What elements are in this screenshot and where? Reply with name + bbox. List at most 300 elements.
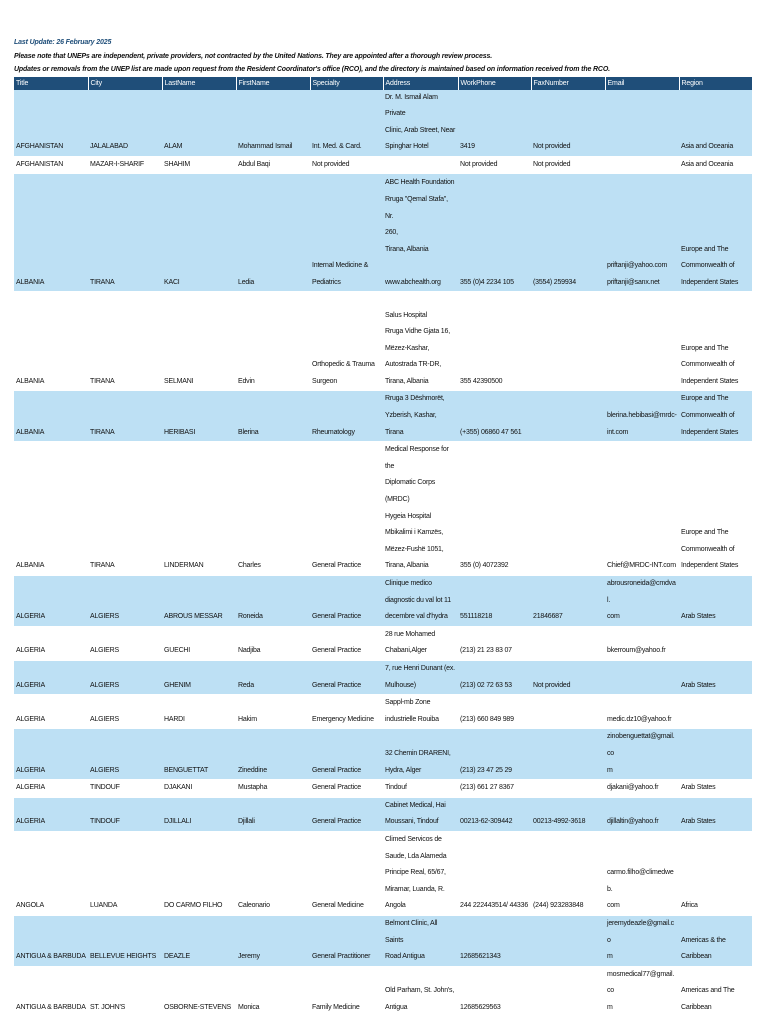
table-row	[14, 90, 752, 157]
cell-address	[383, 695, 458, 729]
cell-workphone	[458, 729, 531, 780]
cell-text: General Practice	[312, 681, 361, 689]
cell-city	[88, 660, 162, 694]
cell-text: Zineddine	[238, 766, 267, 774]
cell-email	[605, 831, 679, 915]
cell-city	[88, 391, 162, 442]
cell-text: ANTIGUA & BARBUDA	[16, 1003, 86, 1011]
cell-email	[605, 90, 679, 157]
cell-title	[14, 695, 88, 729]
cell-faxnumber	[531, 174, 605, 292]
cell-faxnumber	[531, 156, 605, 174]
table-row	[14, 292, 752, 391]
cell-region	[679, 966, 752, 1017]
cell-faxnumber	[531, 576, 605, 627]
cell-text: Not provided	[533, 143, 571, 151]
cell-text: Arab States	[681, 784, 716, 792]
cell-workphone	[458, 626, 531, 660]
cell-city	[88, 174, 162, 292]
table-row	[14, 797, 752, 831]
cell-text: TINDOUF	[90, 818, 120, 826]
cell-text: HARDI	[164, 715, 185, 723]
cell-text: OSBORNE-STEVENS	[164, 1003, 232, 1011]
cell-address	[383, 174, 458, 292]
cell-text: ALGERIA	[16, 613, 45, 621]
cell-text: 00213-62-309442	[460, 818, 513, 826]
cell-text: Americas and The Caribbean	[681, 987, 735, 1011]
cell-faxnumber	[531, 626, 605, 660]
updates-note: Updates or removals from the UNEP list are made upon request from the Resident Coordinator's office (RCO), and the directory is maintained based on information received from the RCO.	[14, 66, 610, 73]
cell-text: Arab States	[681, 818, 716, 826]
cell-specialty	[310, 729, 383, 780]
cell-region	[679, 156, 752, 174]
cell-lastname	[162, 292, 236, 391]
header-faxnumber: FaxNumber	[531, 77, 605, 90]
cell-city	[88, 695, 162, 729]
cell-text: General Practice	[312, 562, 361, 570]
cell-address	[383, 576, 458, 627]
cell-region	[679, 831, 752, 915]
cell-text: Monica	[238, 1003, 260, 1011]
cell-text: mosmedical77@gmail.co m	[607, 970, 675, 1011]
cell-text: Rheumatology	[312, 428, 355, 436]
cell-text: General Practice	[312, 766, 361, 774]
cell-text: 3419	[460, 143, 475, 151]
header-specialty: Specialty	[310, 77, 383, 90]
cell-text: ANGOLA	[16, 902, 44, 910]
cell-city	[88, 831, 162, 915]
cell-lastname	[162, 391, 236, 442]
cell-faxnumber	[531, 442, 605, 576]
cell-text: Not provided	[533, 160, 571, 168]
cell-text: abrousroneida@cmdval. com	[607, 580, 676, 621]
cell-text: ST. JOHN'S	[90, 1003, 126, 1011]
table-row	[14, 391, 752, 442]
cell-text: General Practice	[312, 647, 361, 655]
cell-workphone	[458, 576, 531, 627]
cell-address	[383, 660, 458, 694]
table-row	[14, 576, 752, 627]
cell-text: Jeremy	[238, 953, 260, 961]
cell-text: Abdul Baqi	[238, 160, 270, 168]
cell-city	[88, 729, 162, 780]
cell-firstname	[236, 831, 310, 915]
cell-text: ALGIERS	[90, 715, 119, 723]
cell-text: djakani@yahoo.fr	[607, 784, 659, 792]
cell-text: Djillali	[238, 818, 255, 826]
cell-text: TIRANA	[90, 377, 115, 385]
cell-text: Sappl-mb Zone industrielle Rouiba	[385, 699, 439, 723]
cell-email	[605, 797, 679, 831]
table-header-row	[14, 77, 752, 90]
cell-title	[14, 156, 88, 174]
cell-text: ALAM	[164, 143, 183, 151]
table-row	[14, 626, 752, 660]
cell-firstname	[236, 780, 310, 798]
cell-city	[88, 626, 162, 660]
cell-text: TIRANA	[90, 278, 115, 286]
cell-email	[605, 966, 679, 1017]
table-row	[14, 695, 752, 729]
cell-city	[88, 576, 162, 627]
cell-text: ALGIERS	[90, 766, 119, 774]
cell-lastname	[162, 660, 236, 694]
cell-text: DEAZLE	[164, 953, 191, 961]
cell-text: Internal Medicine & Pediatrics	[312, 262, 369, 286]
cell-text: Caleonario	[238, 902, 270, 910]
document-page	[14, 36, 752, 1017]
cell-specialty	[310, 391, 383, 442]
cell-text: Chief@MRDC-INT.com	[607, 562, 676, 570]
cell-text: ALBANIA	[16, 562, 45, 570]
cell-title	[14, 174, 88, 292]
cell-firstname	[236, 966, 310, 1017]
cell-firstname	[236, 576, 310, 627]
cell-text: LINDERMAN	[164, 562, 204, 570]
table-row	[14, 174, 752, 292]
cell-text: (244) 923283848	[533, 902, 584, 910]
cell-title	[14, 660, 88, 694]
cell-workphone	[458, 797, 531, 831]
cell-region	[679, 660, 752, 694]
cell-email	[605, 729, 679, 780]
cell-text: Blerina	[238, 428, 259, 436]
cell-region	[679, 695, 752, 729]
header-email: Email	[605, 77, 679, 90]
cell-workphone	[458, 966, 531, 1017]
cell-title	[14, 626, 88, 660]
cell-text: General Medicine	[312, 902, 364, 910]
cell-email	[605, 174, 679, 292]
cell-address	[383, 442, 458, 576]
cell-city	[88, 292, 162, 391]
cell-firstname	[236, 797, 310, 831]
cell-text: BELLEVUE HEIGHTS	[90, 953, 157, 961]
table-body	[14, 90, 752, 1017]
cell-email	[605, 780, 679, 798]
cell-specialty	[310, 626, 383, 660]
cell-address	[383, 915, 458, 966]
cell-firstname	[236, 729, 310, 780]
cell-text: (213) 21 23 83 07	[460, 647, 512, 655]
cell-workphone	[458, 780, 531, 798]
cell-title	[14, 797, 88, 831]
cell-firstname	[236, 442, 310, 576]
cell-email	[605, 695, 679, 729]
cell-firstname	[236, 156, 310, 174]
cell-faxnumber	[531, 780, 605, 798]
cell-firstname	[236, 626, 310, 660]
cell-text: medic.dz10@yahoo.fr	[607, 715, 672, 723]
cell-lastname	[162, 797, 236, 831]
cell-text: BENGUETTAT	[164, 766, 209, 774]
cell-workphone	[458, 695, 531, 729]
cell-firstname	[236, 90, 310, 157]
header-region: Region	[679, 77, 752, 90]
header-firstname: FirstName	[236, 77, 310, 90]
cell-email	[605, 391, 679, 442]
cell-text: ALBANIA	[16, 278, 45, 286]
cell-text: Hakim	[238, 715, 257, 723]
cell-faxnumber	[531, 729, 605, 780]
cell-text: TIRANA	[90, 428, 115, 436]
cell-city	[88, 156, 162, 174]
cell-text: Old Parham, St. John's, Antigua	[385, 987, 455, 1011]
cell-text: KACI	[164, 278, 180, 286]
cell-region	[679, 915, 752, 966]
cell-text: Charles	[238, 562, 261, 570]
cell-text: DJILLALI	[164, 818, 192, 826]
cell-address	[383, 391, 458, 442]
cell-text: carmo.filho@climedweb. com	[607, 869, 674, 910]
cell-title	[14, 915, 88, 966]
cell-region	[679, 729, 752, 780]
cell-text: General Practice	[312, 784, 361, 792]
cell-text: Rruga 3 Dëshmorët, Yzberish, Kashar, Tirana	[385, 395, 445, 436]
cell-text: djillaltin@yahoo.fr	[607, 818, 659, 826]
cell-address	[383, 626, 458, 660]
cell-workphone	[458, 915, 531, 966]
cell-specialty	[310, 156, 383, 174]
cell-text: bkerroum@yahoo.fr	[607, 647, 666, 655]
table-row	[14, 831, 752, 915]
cell-specialty	[310, 576, 383, 627]
last-update-note: Last Update: 26 February 2025	[14, 39, 112, 46]
cell-text: 355 (0) 4072392	[460, 562, 509, 570]
cell-city	[88, 966, 162, 1017]
cell-text: Not provided	[460, 160, 498, 168]
cell-title	[14, 780, 88, 798]
cell-address	[383, 729, 458, 780]
cell-region	[679, 797, 752, 831]
cell-faxnumber	[531, 797, 605, 831]
cell-lastname	[162, 915, 236, 966]
cell-text: Reda	[238, 681, 254, 689]
cell-text: GUECHI	[164, 647, 191, 655]
cell-text: General Practitioner	[312, 953, 371, 961]
cell-city	[88, 797, 162, 831]
cell-region	[679, 442, 752, 576]
cell-text: 21846687	[533, 613, 563, 621]
cell-lastname	[162, 729, 236, 780]
cell-specialty	[310, 442, 383, 576]
independence-note: Please note that UNEPs are independent, private providers, not contracted by the United Nations. They are appointed after a thorough review process.	[14, 52, 493, 60]
cell-specialty	[310, 90, 383, 157]
cell-email	[605, 915, 679, 966]
cell-text: ALGERIA	[16, 818, 45, 826]
cell-address	[383, 780, 458, 798]
cell-text: ANTIGUA & BARBUDA	[16, 953, 86, 961]
cell-text: GHENIM	[164, 681, 191, 689]
cell-firstname	[236, 915, 310, 966]
table-row	[14, 442, 752, 576]
cell-text: Ledia	[238, 278, 255, 286]
header-city: City	[88, 77, 162, 90]
header-address: Address	[383, 77, 458, 90]
cell-text: Orthopedic & Trauma Surgeon	[312, 361, 375, 385]
cell-title	[14, 391, 88, 442]
cell-workphone	[458, 391, 531, 442]
cell-text: ALGIERS	[90, 647, 119, 655]
cell-specialty	[310, 966, 383, 1017]
cell-workphone	[458, 90, 531, 157]
cell-address	[383, 831, 458, 915]
cell-faxnumber	[531, 292, 605, 391]
header-title: Title	[14, 77, 88, 90]
cell-text: ALGERIA	[16, 784, 45, 792]
unep-directory-table	[14, 77, 753, 1018]
cell-title	[14, 90, 88, 157]
cell-text: (213) 02 72 63 53	[460, 681, 512, 689]
cell-title	[14, 576, 88, 627]
cell-text: Europe and The Commonwealth of Independent States	[681, 344, 739, 385]
cell-text: 00213-4992-3618	[533, 818, 586, 826]
cell-text: Arab States	[681, 613, 716, 621]
cell-text: ALGERIA	[16, 681, 45, 689]
cell-faxnumber	[531, 660, 605, 694]
cell-firstname	[236, 695, 310, 729]
table-row	[14, 729, 752, 780]
cell-text: ABROUS MESSAR	[164, 613, 223, 621]
cell-faxnumber	[531, 695, 605, 729]
cell-text: Europe and The Commonwealth of Independent States	[681, 529, 739, 570]
cell-text: (213) 661 27 8367	[460, 784, 514, 792]
table-row	[14, 780, 752, 798]
cell-email	[605, 660, 679, 694]
cell-specialty	[310, 695, 383, 729]
cell-faxnumber	[531, 966, 605, 1017]
cell-city	[88, 90, 162, 157]
table-row	[14, 966, 752, 1017]
cell-email	[605, 576, 679, 627]
cell-workphone	[458, 292, 531, 391]
cell-text: (+355) 06860 47 561	[460, 428, 522, 436]
cell-address	[383, 156, 458, 174]
cell-specialty	[310, 915, 383, 966]
cell-text: 355 (0)4 2234 105	[460, 278, 514, 286]
cell-text: ALGIERS	[90, 681, 119, 689]
cell-text: Cabinet Medical, Hai Moussani, Tindouf	[385, 801, 446, 826]
cell-text: SHAHIM	[164, 160, 191, 168]
cell-text: ALGERIA	[16, 766, 45, 774]
cell-title	[14, 966, 88, 1017]
cell-region	[679, 292, 752, 391]
cell-region	[679, 576, 752, 627]
cell-text: ALGERIA	[16, 715, 45, 723]
cell-specialty	[310, 292, 383, 391]
cell-lastname	[162, 442, 236, 576]
cell-text: 12685621343	[460, 953, 501, 961]
cell-text: ABC Health Foundation Rruga "Qemal Stafa", Nr. 260, Tirana, Albania www.abchealth.org	[385, 179, 455, 286]
cell-text: Not provided	[533, 681, 571, 689]
cell-workphone	[458, 660, 531, 694]
cell-firstname	[236, 174, 310, 292]
cell-specialty	[310, 174, 383, 292]
cell-text: 551118218	[460, 613, 493, 621]
cell-text: Int. Med. & Card.	[312, 143, 362, 151]
cell-faxnumber	[531, 90, 605, 157]
cell-city	[88, 442, 162, 576]
cell-firstname	[236, 660, 310, 694]
cell-region	[679, 626, 752, 660]
cell-address	[383, 90, 458, 157]
cell-text: ALBANIA	[16, 377, 45, 385]
cell-lastname	[162, 831, 236, 915]
cell-text: Roneida	[238, 613, 263, 621]
cell-email	[605, 626, 679, 660]
cell-address	[383, 966, 458, 1017]
cell-text: Medical Response for the Diplomatic Corps (MRDC) Hygeia Hospital Mbikalimi i Kamzës, Mëzez-Fushë 1051, Tirana, Albania	[385, 446, 449, 570]
cell-text: Europe and The Commonwealth of Independent States	[681, 245, 739, 286]
cell-lastname	[162, 90, 236, 157]
cell-specialty	[310, 831, 383, 915]
cell-text: AFGHANISTAN	[16, 143, 64, 151]
cell-workphone	[458, 156, 531, 174]
cell-text: Family Medicine	[312, 1003, 360, 1011]
cell-text: TIRANA	[90, 562, 115, 570]
cell-firstname	[236, 391, 310, 442]
cell-text: Climed Servicos de Saude, Lda Alameda Principe Real, 65/67, Miramar, Luanda, R. Angola	[385, 835, 447, 910]
cell-region	[679, 90, 752, 157]
cell-text: TINDOUF	[90, 784, 120, 792]
table-row	[14, 660, 752, 694]
cell-text: 28 rue Mohamed Chabani,Alger	[385, 630, 436, 655]
cell-firstname	[236, 292, 310, 391]
cell-email	[605, 156, 679, 174]
cell-specialty	[310, 797, 383, 831]
cell-workphone	[458, 442, 531, 576]
cell-text: Europe and The Commonwealth of Independent States	[681, 395, 739, 436]
cell-lastname	[162, 780, 236, 798]
cell-lastname	[162, 156, 236, 174]
cell-text: MAZAR-I-SHARIF	[90, 160, 144, 168]
cell-lastname	[162, 626, 236, 660]
cell-text: jeremydeazle@gmail.co m	[607, 919, 674, 961]
cell-text: 355 42390500	[460, 377, 503, 385]
cell-workphone	[458, 831, 531, 915]
cell-text: (213) 23 47 25 29	[460, 766, 512, 774]
cell-text: Edvin	[238, 377, 255, 385]
cell-lastname	[162, 576, 236, 627]
cell-lastname	[162, 695, 236, 729]
cell-text: JALALABAD	[90, 143, 128, 151]
cell-address	[383, 797, 458, 831]
cell-title	[14, 442, 88, 576]
cell-text: ALGERIA	[16, 647, 45, 655]
cell-text: priftanji@yahoo.com priftanji@sanx.net	[607, 262, 668, 286]
cell-text: 32 Chemin DRARENI, Hydra, Alger	[385, 749, 451, 774]
cell-faxnumber	[531, 831, 605, 915]
cell-text: HERIBASI	[164, 428, 196, 436]
cell-text: Salus Hospital Rruga Vidhe Gjata 16, Mëzez-Kashar, Autostrada TR-DR, Tirana, Albania	[385, 311, 450, 385]
table-row	[14, 156, 752, 174]
cell-text: ALBANIA	[16, 428, 45, 436]
cell-text: Mustapha	[238, 784, 268, 792]
cell-specialty	[310, 780, 383, 798]
cell-region	[679, 174, 752, 292]
cell-faxnumber	[531, 915, 605, 966]
cell-email	[605, 442, 679, 576]
cell-address	[383, 292, 458, 391]
cell-text: (213) 660 849 989	[460, 715, 514, 723]
cell-text: (3554) 259934	[533, 278, 576, 286]
cell-text: Emergency Medicine	[312, 715, 374, 723]
cell-text: Africa	[681, 902, 698, 910]
cell-text: Mohammad Ismail	[238, 143, 293, 151]
header-lastname: LastName	[162, 77, 236, 90]
cell-text: AFGHANISTAN	[16, 160, 64, 168]
cell-text: DO CARMO FILHO	[164, 902, 223, 910]
